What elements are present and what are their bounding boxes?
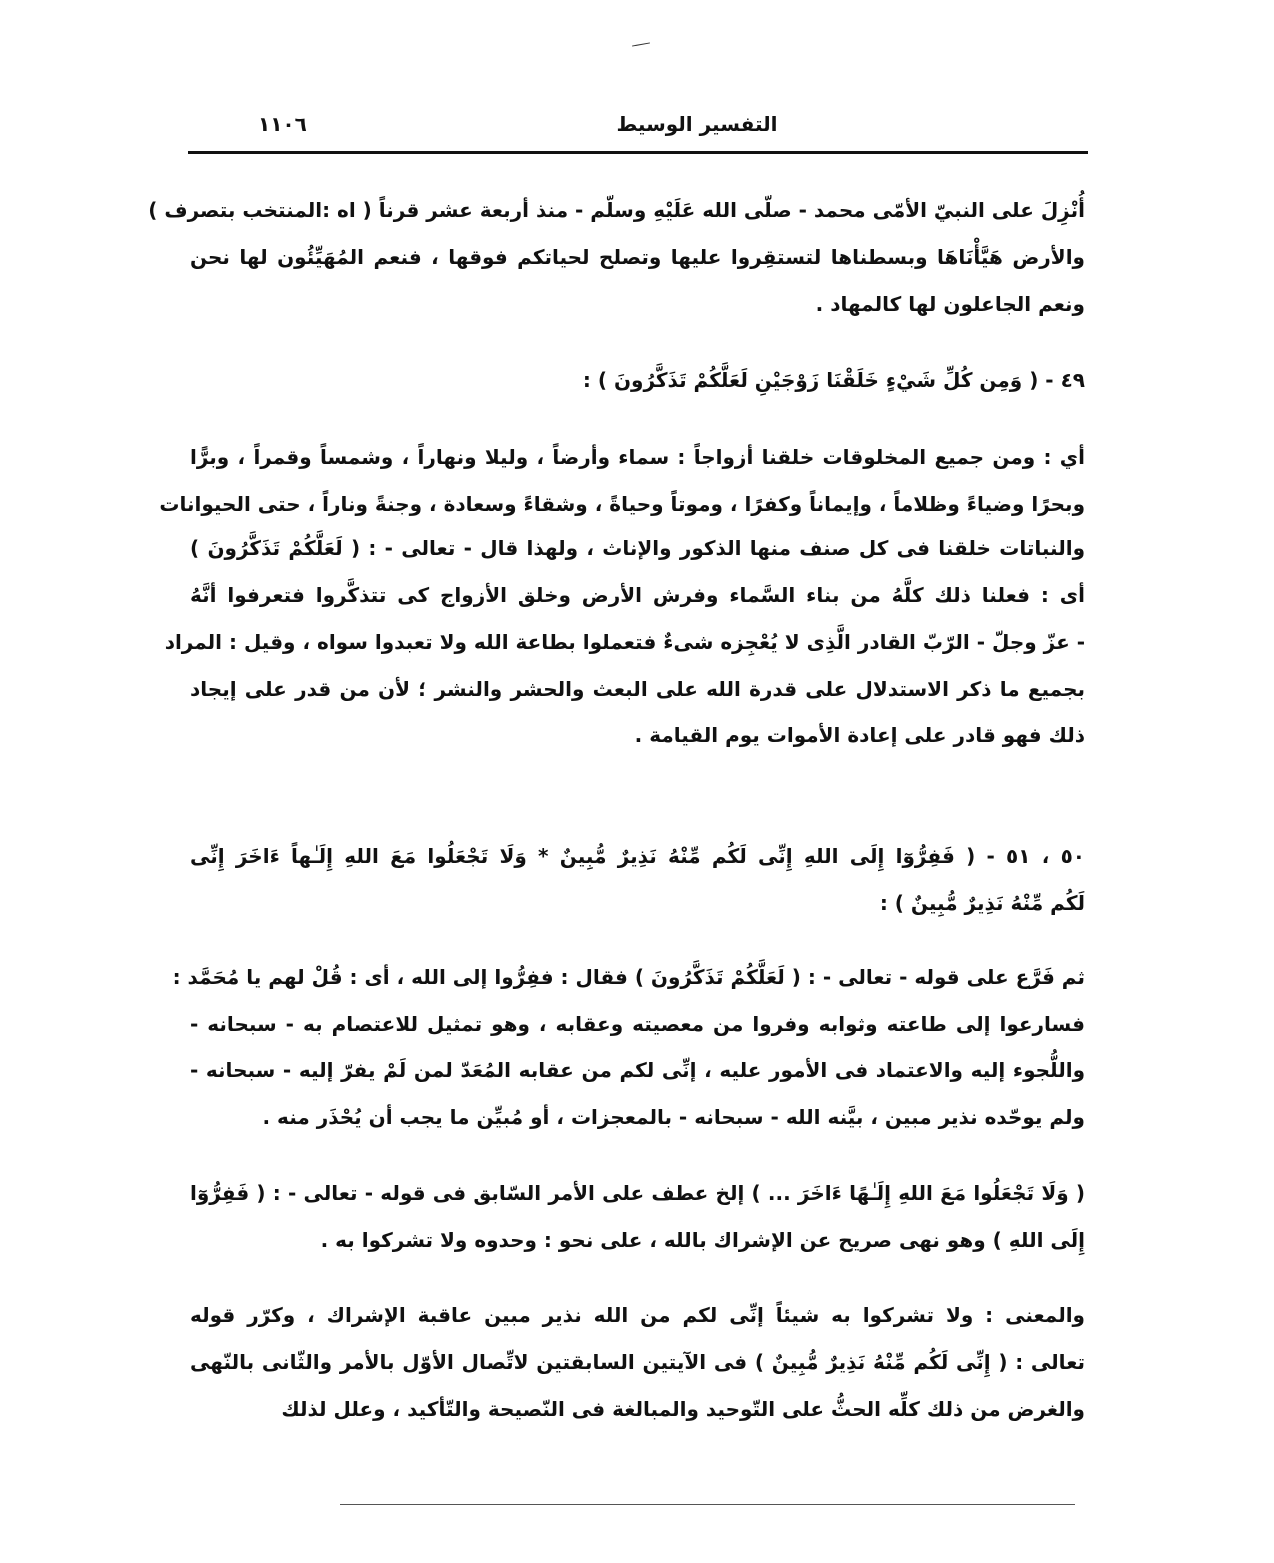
paragraph-line: ونعم الجاعلون لها كالمهاد . bbox=[815, 292, 1085, 316]
page-number: ١١٠٦ bbox=[258, 112, 307, 136]
verse-heading-line: ٤٩ - ( وَمِن كُلِّ شَيْءٍ خَلَقْنَا زَوْجَيْنِ لَعَلَّكُمْ تَذَكَّرُونَ ) : bbox=[582, 368, 1085, 392]
paragraph-line: والأرض هَيَّأْنَاهَا وبسطناها لتستقِروا عليها وتصلح لحياتكم فوقها ، فنعم المُهَيِّئُون لها نحن bbox=[190, 245, 1085, 269]
paragraph-line: والمعنى : ولا تشركوا به شيئاً إنِّى لكم من الله نذير مبين عاقبة الإشراك ، وكرّر قوله bbox=[190, 1303, 1085, 1327]
verse-heading-line: لَكُم مِّنْهُ نَذِيرٌ مُّبِينٌ ) : bbox=[879, 891, 1085, 915]
paragraph-line: والنباتات خلقنا فى كل صنف منها الذكور والإناث ، ولهذا قال - تعالى - : ( لَعَلَّكُمْ تَذَكَّرُونَ ) bbox=[190, 536, 1085, 560]
paragraph-line: وبحرًا وضياءً وظلاماً ، وإيماناً وكفرًا ، وموتاً وحياةً ، وشقاءً وسعادة ، وجنةً وناراً ، حتى الحيوانات bbox=[159, 492, 1085, 516]
running-title: التفسير الوسيط bbox=[616, 112, 778, 136]
paragraph-line: ( وَلَا تَجْعَلُوا مَعَ اللهِ إِلَـٰهًا ءَاخَرَ ... ) إلخ عطف على الأمر السّابق فى قوله - تعالى - : ( فَفِرُّوٓا bbox=[190, 1181, 1085, 1205]
footer-rule bbox=[340, 1504, 1075, 1505]
paragraph-line: ثم فَرَّع على قوله - تعالى - : ( لَعَلَّكُمْ تَذَكَّرُونَ ) فقال : ففِرُّوا إلى الله ، أى : قُلْ لهم يا مُحَمَّد : bbox=[172, 965, 1085, 989]
paragraph-line: أى : فعلنا ذلك كلَّهُ من بناء السَّماء وفرش الأرض وخلق الأزواج كى تتذكَّروا فتعرفوا أنَّهُ bbox=[190, 583, 1085, 607]
paragraph-line: ذلك فهو قادر على إعادة الأموات يوم القيامة . bbox=[634, 723, 1085, 747]
header-rule bbox=[188, 151, 1088, 154]
paragraph-line: - عزّ وجلّ - الرّبّ القادر الَّذِى لا يُعْجِزه شىءٌ فتعملوا بطاعة الله ولا تعبدوا سواه ، وقيل : المراد bbox=[164, 630, 1085, 654]
paragraph-line: واللُّجوء إليه والاعتماد فى الأمور عليه ، إنِّى لكم من عقابه المُعَدّ لمن لَمْ يفرّ إليه - سبحانه - bbox=[190, 1058, 1085, 1082]
paragraph-line: تعالى : ( إِنِّى لَكُم مِّنْهُ نَذِيرٌ مُّبِينٌ ) فى الآيتين السابقتين لاتِّصال الأوّل بالأمر والثّانى بالنّهى bbox=[190, 1350, 1085, 1374]
paragraph-line: ولم يوحّده نذير مبين ، بيَّنه الله - سبحانه - بالمعجزات ، أو مُبيِّن ما يجب أن يُحْذَر منه . bbox=[262, 1105, 1085, 1129]
paragraph-line: والغرض من ذلك كلِّه الحثُّ على التّوحيد والمبالغة فى النّصيحة والتّأكيد ، وعلل لذلك bbox=[281, 1397, 1085, 1421]
paragraph-line: إِلَى اللهِ ) وهو نهى صريح عن الإشراك بالله ، على نحو : وحدوه ولا تشركوا به . bbox=[320, 1228, 1085, 1252]
paragraph-line: فسارعوا إلى طاعته وثوابه وفروا من معصيته وعقابه ، وهو تمثيل للاعتصام به - سبحانه - bbox=[190, 1012, 1085, 1036]
scan-mark bbox=[632, 42, 650, 46]
verse-heading-line: ٥٠ ، ٥١ - ( فَفِرُّوٓا إِلَى اللهِ إِنِّى لَكُم مِّنْهُ نَذِيرٌ مُّبِينٌ * وَلَا تَجْعَلُوا مَعَ اللهِ إِلَـٰهاً ءَاخَرَ إِنِّى bbox=[190, 844, 1085, 868]
paragraph-line: أُنْزِلَ على النبيّ الأمّى محمد - صلّى الله عَلَيْهِ وسلّم - منذ أربعة عشر قرناً ( اه :المنتخب بتصرف ) bbox=[148, 198, 1085, 222]
paragraph-line: أي : ومن جميع المخلوقات خلقنا أزواجاً : سماء وأرضاً ، وليلا ونهاراً ، وشمساً وقمراً ، وبرًّا bbox=[190, 445, 1085, 469]
paragraph-line: بجميع ما ذكر الاستدلال على قدرة الله على البعث والحشر والنشر ؛ لأن من قدر على إيجاد bbox=[190, 677, 1085, 701]
